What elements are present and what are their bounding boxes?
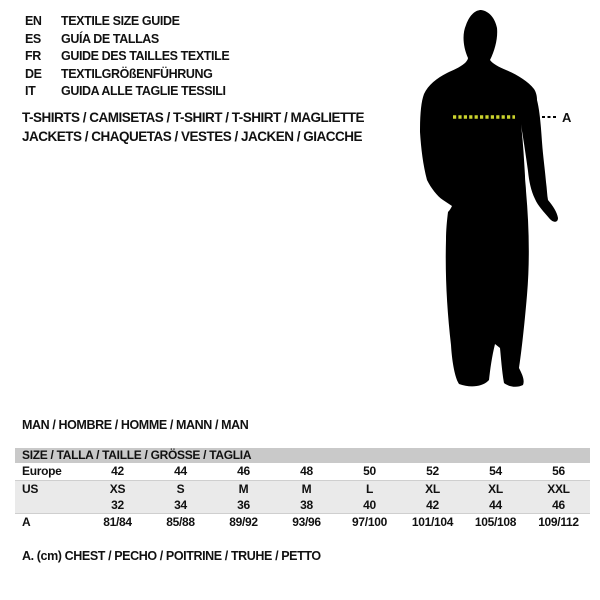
size-cell: XL [488, 482, 503, 496]
language-label: GUIDE DES TAILLES TEXTILE [61, 49, 230, 63]
language-row-fr [25, 48, 229, 66]
language-code: ES [25, 31, 41, 46]
table-row-europe [15, 463, 590, 480]
language-list [25, 13, 229, 101]
row-label [15, 497, 86, 513]
size-cell: 109/112 [538, 515, 579, 529]
language-code: EN [25, 14, 42, 28]
language-code: IT [25, 84, 36, 98]
language-code: DE [25, 66, 42, 81]
man-silhouette [395, 0, 600, 410]
size-cell: 97/100 [352, 515, 387, 529]
size-cell: 81/84 [103, 515, 132, 529]
size-cell: 85/88 [166, 515, 195, 529]
table-row-us [15, 480, 590, 497]
size-table-header: SIZE / TALLA / TAILLE / GRÖSSE / TAGLIA [15, 448, 590, 463]
size-cell: XS [109, 482, 126, 496]
language-label: TEXTILE SIZE GUIDE [61, 14, 180, 28]
size-cell: 46 [237, 464, 250, 478]
language-row-en [25, 13, 229, 31]
size-table [15, 448, 590, 531]
size-cell: M [301, 482, 312, 496]
man-body-shape [420, 10, 558, 387]
category-tshirts: T-SHIRTS / CAMISETAS / T-SHIRT / T-SHIRT / MAGLIETTE [22, 110, 365, 125]
size-cell: 42 [111, 464, 124, 478]
size-cell: 48 [300, 464, 313, 478]
table-row-us-numeric [15, 497, 590, 514]
row-label: A [22, 515, 31, 529]
size-cell: 52 [426, 464, 439, 478]
size-cell: 54 [489, 464, 502, 478]
language-row-de [25, 66, 229, 84]
size-cell: L [365, 482, 374, 496]
size-cell: 101/104 [411, 515, 454, 529]
size-cell: 50 [363, 464, 376, 478]
size-cell: 44 [489, 498, 502, 512]
size-cell: 105/108 [474, 515, 517, 529]
size-cell: 44 [174, 464, 187, 478]
size-cell: 93/96 [292, 515, 321, 529]
size-cell: 89/92 [229, 515, 258, 529]
language-row-es [25, 31, 229, 49]
size-cell: 56 [552, 464, 565, 478]
language-row-it [25, 83, 229, 101]
language-label: GUÍA DE TALLAS [61, 31, 159, 46]
size-cell: 42 [426, 498, 439, 512]
row-label: Europe [22, 464, 62, 478]
section-title-man: MAN / HOMBRE / HOMME / MANN / MAN [22, 418, 249, 432]
size-cell: 46 [552, 498, 565, 512]
measurement-footnote: A. (cm) CHEST / PECHO / POITRINE / TRUHE / PETTO [22, 549, 321, 563]
size-cell: M [238, 482, 249, 496]
garment-categories [22, 109, 364, 146]
size-cell: 38 [300, 498, 313, 512]
size-cell: S [176, 482, 185, 496]
category-jackets: JACKETS / CHAQUETAS / VESTES / JACKEN / GIACCHE [22, 128, 363, 144]
size-cell: XL [425, 482, 440, 496]
size-cell: 36 [237, 498, 250, 512]
size-cell: 40 [363, 498, 376, 512]
measure-label-a: A [562, 110, 572, 125]
row-label: US [22, 482, 39, 496]
size-cell: XXL [547, 482, 570, 496]
language-label: GUIDA ALLE TAGLIE TESSILI [61, 84, 226, 98]
table-row-chest-a [15, 514, 590, 531]
size-cell: 34 [174, 498, 187, 512]
size-cell: 32 [111, 498, 124, 512]
language-code: FR [25, 49, 41, 63]
language-label: TEXTILGRÖßENFÜHRUNG [61, 66, 213, 81]
